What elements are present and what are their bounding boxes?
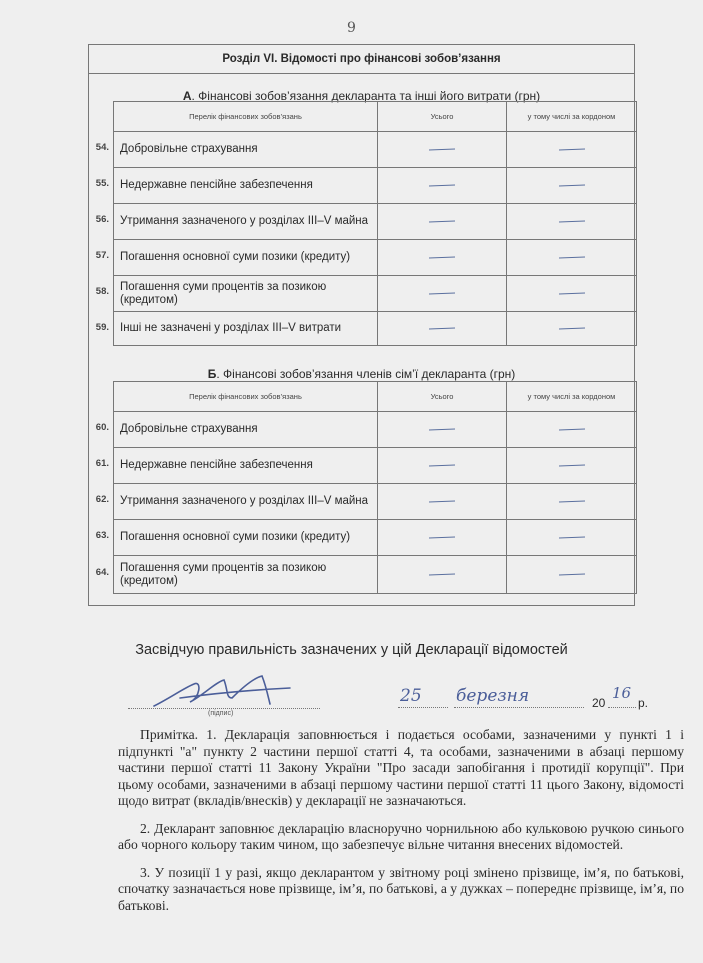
handwritten-dash <box>429 465 455 467</box>
row-number: 58. <box>95 286 109 297</box>
table-row <box>114 204 637 240</box>
row-total <box>378 312 507 346</box>
row-label: Інші не зазначені у розділах III–V витрати <box>114 312 378 346</box>
part-a-title-text: . Фінансові зобов’язання декларанта та інші його витрати (грн) <box>191 89 541 103</box>
row-number: 59. <box>95 322 109 333</box>
row-total <box>378 520 507 556</box>
row-label: Недержавне пенсійне забезпечення <box>114 168 378 204</box>
row-abroad <box>507 276 637 312</box>
handwritten-dash <box>429 501 455 503</box>
certification-statement: Засвідчую правильність зазначених у цій Декларації відомостей <box>135 642 568 658</box>
table-header-row <box>114 382 637 412</box>
date-day: 25 <box>400 686 422 706</box>
part-b-letter: Б <box>207 367 217 381</box>
header-total: Усього <box>378 382 507 412</box>
table-row <box>114 312 637 346</box>
table-row <box>114 276 637 312</box>
row-total <box>378 168 507 204</box>
handwritten-dash <box>558 501 584 503</box>
row-abroad <box>507 412 637 448</box>
header-obligations: Перелік фінансових зобов’язань <box>114 102 378 132</box>
note-paragraph: 2. Декларант заповнює декларацію власноручно чорнильною або кульковою ручкою синього або чорного кольору таким чином, що забезпечує вільне читання внесених відомостей. <box>118 820 684 852</box>
table-row <box>114 448 637 484</box>
row-label: Погашення основної суми позики (кредиту) <box>114 520 378 556</box>
handwritten-dash <box>429 429 455 431</box>
signature-caption: (підпис) <box>208 710 234 717</box>
row-label: Погашення суми процентів за позикою (кредитом) <box>114 556 378 594</box>
signature-line <box>128 708 320 709</box>
row-number: 62. <box>95 494 109 505</box>
row-number: 61. <box>95 458 109 469</box>
handwritten-dash <box>558 574 584 576</box>
row-number: 63. <box>95 530 109 541</box>
handwritten-dash <box>429 149 455 151</box>
table-row <box>114 556 637 594</box>
row-total <box>378 240 507 276</box>
date-month: березня <box>456 686 530 706</box>
header-abroad: у тому числі за кордоном <box>507 102 637 132</box>
part-b-table <box>113 381 637 594</box>
row-total <box>378 448 507 484</box>
note-paragraph: Примітка. 1. Декларація заповнюється і подається особами, зазначеними у пункті 1 і підпункті "а" пункту 2 частини першої статті 4, та особами, зазначеними в абзаці першому частини першої статті 11 Закону України "Про засади запобігання і протидії корупції". При цьому особами, зазначеними в абзаці першому частини першої статті 11 цього Закону, відомості щодо витрат (вкладів/внесків) у декларації не зазначаються. <box>118 727 684 808</box>
row-abroad <box>507 312 637 346</box>
row-total <box>378 556 507 594</box>
row-number: 60. <box>95 422 109 433</box>
handwritten-dash <box>429 293 455 295</box>
handwritten-dash <box>429 221 455 223</box>
handwritten-dash <box>558 185 584 187</box>
handwritten-dash <box>558 465 584 467</box>
row-label: Погашення основної суми позики (кредиту) <box>114 240 378 276</box>
row-label: Утримання зазначеного у розділах III–V майна <box>114 484 378 520</box>
handwritten-dash <box>558 293 584 295</box>
table-row <box>114 412 637 448</box>
handwritten-dash <box>429 328 455 330</box>
handwritten-dash <box>558 429 584 431</box>
handwritten-dash <box>429 537 455 539</box>
financial-obligations-section <box>88 44 635 606</box>
row-label: Погашення суми процентів за позикою (кредитом) <box>114 276 378 312</box>
row-abroad <box>507 168 637 204</box>
row-number: 54. <box>95 142 109 153</box>
note-paragraph: 3. У позиції 1 у разі, якщо декларантом у звітному році змінено прізвище, ім’я, по батькові, спочатку зазначається нове прізвище, ім’я, по батькові, а у дужках – попереднє прізвище, ім’я, по батькові. <box>118 864 684 913</box>
date-month-line <box>454 707 584 708</box>
handwritten-dash <box>558 221 584 223</box>
row-abroad <box>507 132 637 168</box>
handwritten-dash <box>558 537 584 539</box>
handwritten-dash <box>558 149 584 151</box>
row-total <box>378 276 507 312</box>
row-total <box>378 132 507 168</box>
signature-mark <box>150 668 300 712</box>
header-obligations: Перелік фінансових зобов’язань <box>114 382 378 412</box>
date-day-line <box>398 707 448 708</box>
page-number: 9 <box>347 20 356 36</box>
date-year-suffix: 16 <box>612 684 632 702</box>
handwritten-dash <box>429 185 455 187</box>
date-year-line <box>608 707 636 708</box>
handwritten-dash <box>429 257 455 259</box>
table-row <box>114 132 637 168</box>
row-number: 64. <box>95 567 109 578</box>
table-header-row <box>114 102 637 132</box>
row-abroad <box>507 520 637 556</box>
handwritten-dash <box>429 574 455 576</box>
part-b-title <box>89 367 634 381</box>
row-abroad <box>507 484 637 520</box>
section-title: Розділ VI. Відомості про фінансові зобов’язання <box>89 45 634 74</box>
row-abroad <box>507 448 637 484</box>
date-year-prefix: 20 <box>592 696 606 710</box>
row-abroad <box>507 556 637 594</box>
row-number: 57. <box>95 250 109 261</box>
notes-block <box>118 727 684 925</box>
row-abroad <box>507 240 637 276</box>
row-number: 56. <box>95 214 109 225</box>
table-row <box>114 520 637 556</box>
table-row <box>114 484 637 520</box>
header-abroad: у тому числі за кордоном <box>507 382 637 412</box>
row-number: 55. <box>95 178 109 189</box>
table-row <box>114 240 637 276</box>
row-label: Утримання зазначеного у розділах III–V майна <box>114 204 378 240</box>
row-total <box>378 484 507 520</box>
part-b-title-text: . Фінансові зобов’язання членів сім’ї декларанта (грн) <box>216 367 516 381</box>
row-total <box>378 412 507 448</box>
row-label: Добровільне страхування <box>114 132 378 168</box>
row-label: Добровільне страхування <box>114 412 378 448</box>
row-abroad <box>507 204 637 240</box>
header-total: Усього <box>378 102 507 132</box>
row-total <box>378 204 507 240</box>
table-row <box>114 168 637 204</box>
row-label: Недержавне пенсійне забезпечення <box>114 448 378 484</box>
part-a-letter: А <box>182 89 192 103</box>
date-suffix: р. <box>638 696 649 710</box>
handwritten-dash <box>558 328 584 330</box>
part-a-table <box>113 101 637 346</box>
handwritten-dash <box>558 257 584 259</box>
